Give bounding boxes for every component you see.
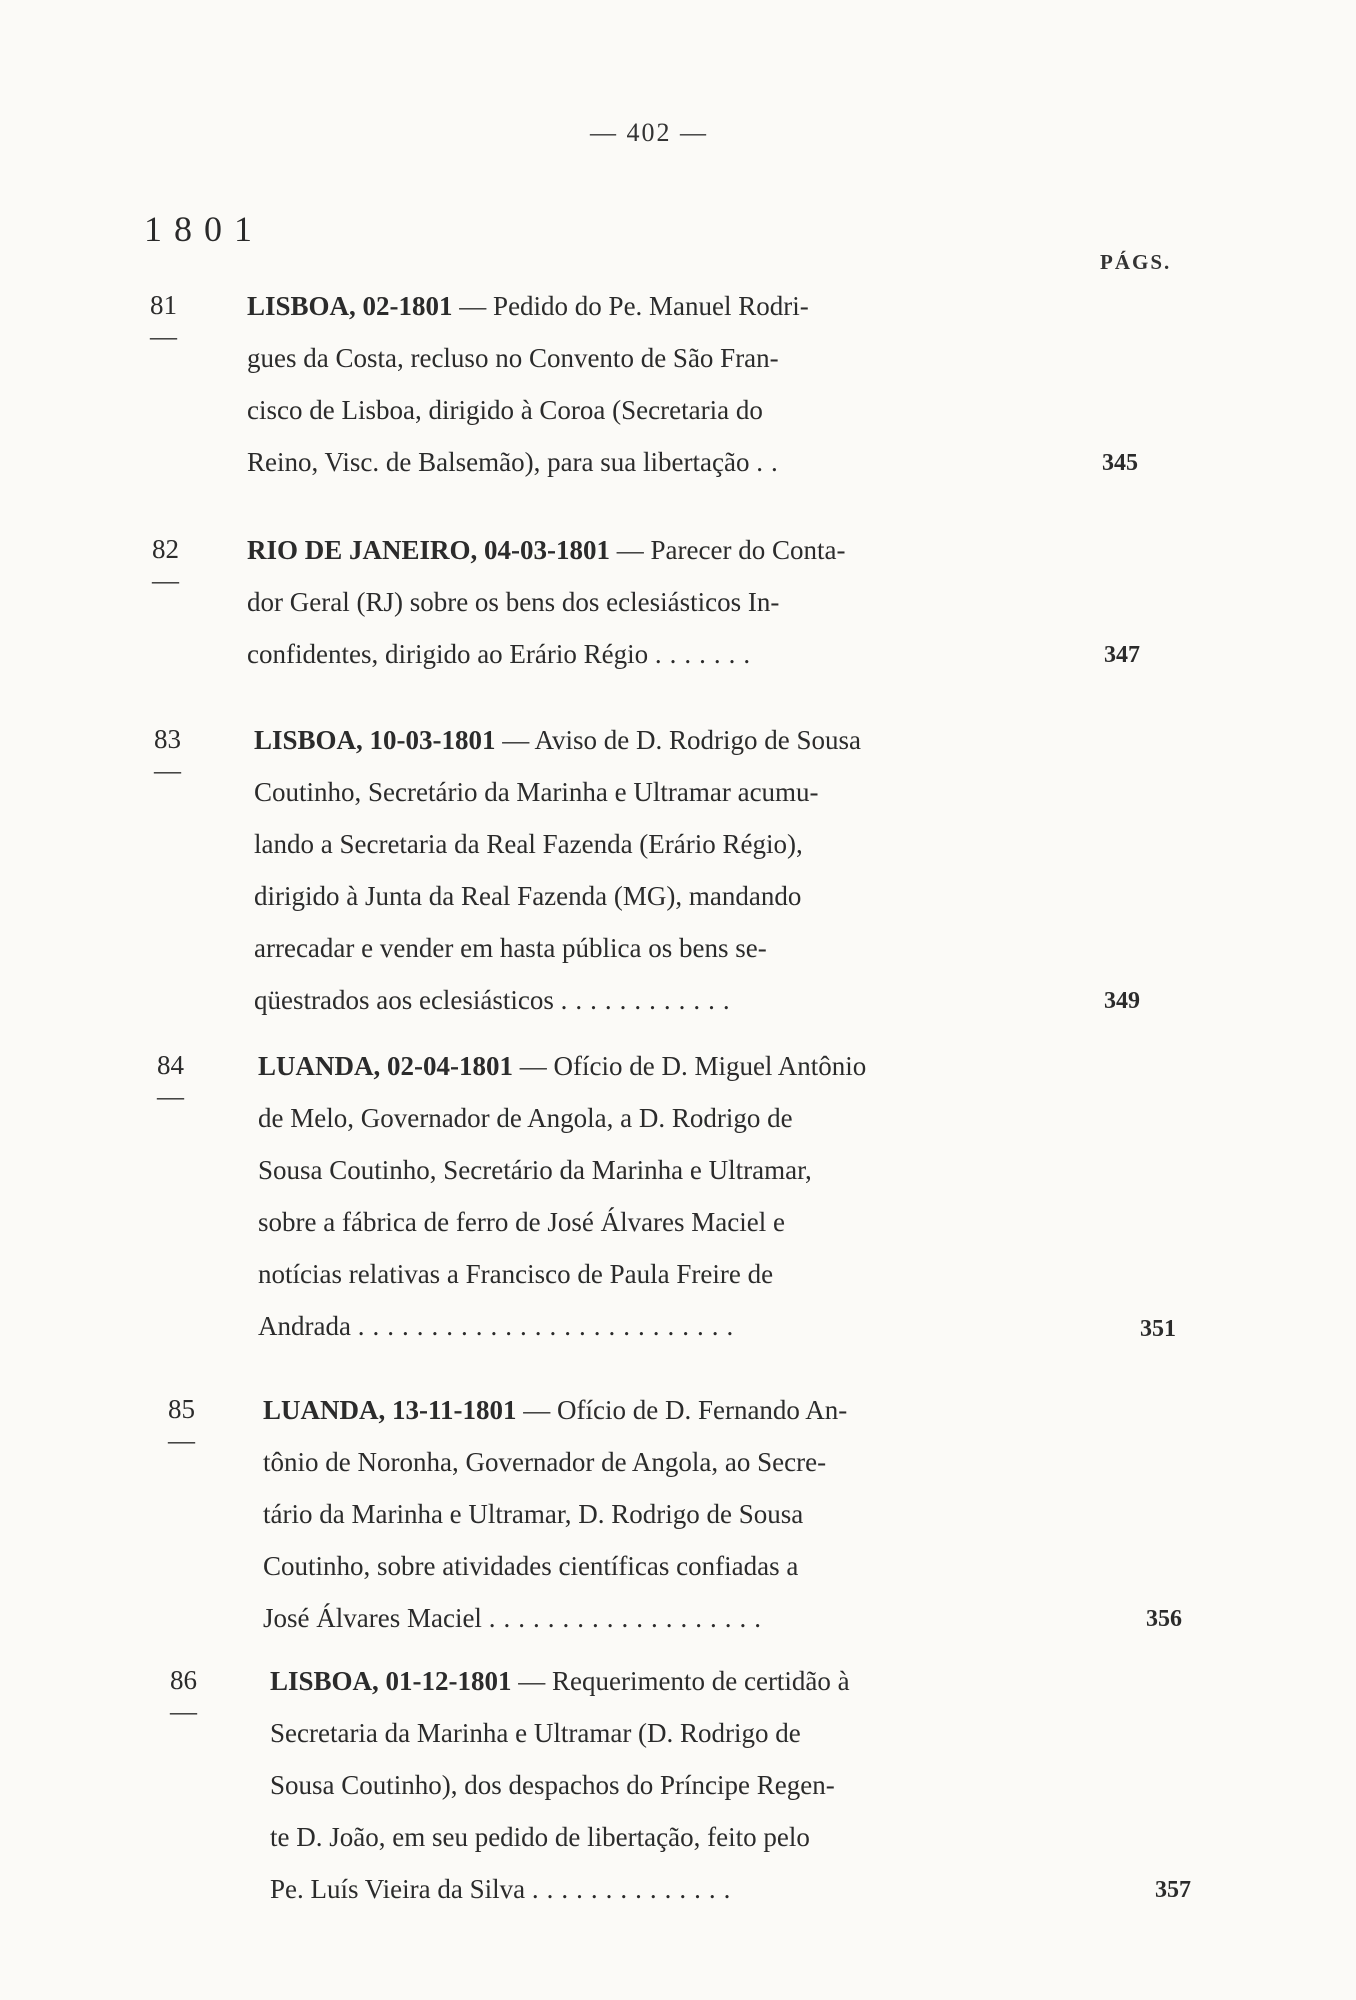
entry-text-line: arrecadar e vender em hasta pública os bens se-: [254, 933, 767, 963]
entry-text-line: confidentes, dirigido ao Erário Régio: [247, 639, 649, 669]
entry-place-date: LUANDA, 02-04-1801: [258, 1051, 513, 1081]
page-number: — 402 —: [590, 118, 708, 147]
leader-dots: .......: [654, 639, 759, 669]
entry-text-line: Andrada: [258, 1311, 351, 1341]
entry-text-line: cisco de Lisboa, dirigido à Coroa (Secretaria do: [247, 395, 763, 425]
entry-text-line: notícias relativas a Francisco de Paula Freire de: [258, 1259, 774, 1289]
entry-place-date: LUANDA, 13-11-1801: [263, 1395, 517, 1425]
entry-text-line: — Aviso de D. Rodrigo de Sousa: [502, 725, 862, 755]
entry-number: 82 —: [152, 534, 179, 595]
entry-text-line: — Pedido do Pe. Manuel Rodri-: [459, 291, 809, 321]
entry-page-number: 345: [1102, 450, 1138, 476]
entry-text-line: te D. João, em seu pedido de libertação, feito pelo: [270, 1822, 810, 1852]
entry-text-line: sobre a fábrica de ferro de José Álvares Maciel e: [258, 1207, 785, 1237]
entry-text-line: tônio de Noronha, Governador de Angola, ao Secre-: [263, 1447, 827, 1477]
entry-page-number: 347: [1104, 642, 1140, 668]
entry-number: 85 —: [168, 1394, 195, 1455]
leader-dots: ...................: [488, 1603, 769, 1633]
entry-number: 84 —: [157, 1050, 184, 1111]
pages-column-header: PÁGS.: [1100, 250, 1172, 274]
entry-page-number: 356: [1146, 1606, 1182, 1632]
entry-place-date: LISBOA, 01-12-1801: [270, 1666, 512, 1696]
entry-text-line: lando a Secretaria da Real Fazenda (Erário Régio),: [254, 829, 803, 859]
entry-text-line: Sousa Coutinho, Secretário da Marinha e Ultramar,: [258, 1155, 812, 1185]
entry-text-line: Coutinho, sobre atividades científicas confiadas a: [263, 1551, 799, 1581]
entry-number: 83 —: [154, 724, 181, 785]
entry-text-line: Sousa Coutinho), dos despachos do Príncipe Regen-: [270, 1770, 835, 1800]
year-heading: 1801: [144, 209, 264, 249]
entry-number: 86 —: [170, 1665, 197, 1726]
entry-text-line: qüestrados aos eclesiásticos: [254, 985, 554, 1015]
entry-text-line: — Ofício de D. Miguel Antônio: [519, 1051, 867, 1081]
entry-place-date: LISBOA, 10-03-1801: [254, 725, 496, 755]
entry-text-line: José Álvares Maciel: [263, 1603, 482, 1633]
leader-dots: ..........................: [357, 1311, 742, 1341]
entry-text-line: tário da Marinha e Ultramar, D. Rodrigo de Sousa: [263, 1499, 804, 1529]
entry-number: 81 —: [150, 290, 177, 351]
entry-page-number: 357: [1155, 1877, 1191, 1903]
entry-text-line: — Requerimento de certidão à: [518, 1666, 850, 1696]
entry-place-date: LISBOA, 02-1801: [247, 291, 453, 321]
entry-text-line: gues da Costa, recluso no Convento de São Fran-: [247, 343, 779, 373]
leader-dots: ..............: [531, 1874, 739, 1904]
entry-place-date: RIO DE JANEIRO, 04-03-1801: [247, 535, 611, 565]
entry-text-line: Coutinho, Secretário da Marinha e Ultramar acumu-: [254, 777, 819, 807]
entry-text-line: dirigido à Junta da Real Fazenda (MG), mandando: [254, 881, 802, 911]
entry-text-line: — Ofício de D. Fernando An-: [523, 1395, 848, 1425]
entry-text-line: Pe. Luís Vieira da Silva: [270, 1874, 526, 1904]
entry-text-line: dor Geral (RJ) sobre os bens dos eclesiásticos In-: [247, 587, 780, 617]
entry-text-line: Secretaria da Marinha e Ultramar (D. Rodrigo de: [270, 1718, 801, 1748]
entry-text-line: Reino, Visc. de Balsemão), para sua libertação: [247, 447, 750, 477]
entry-text-line: de Melo, Governador de Angola, a D. Rodrigo de: [258, 1103, 793, 1133]
leader-dots: ..: [756, 447, 786, 477]
leader-dots: ............: [560, 985, 738, 1015]
entry-page-number: 351: [1140, 1316, 1176, 1342]
entry-text-line: — Parecer do Conta-: [616, 535, 846, 565]
entry-page-number: 349: [1104, 988, 1140, 1014]
